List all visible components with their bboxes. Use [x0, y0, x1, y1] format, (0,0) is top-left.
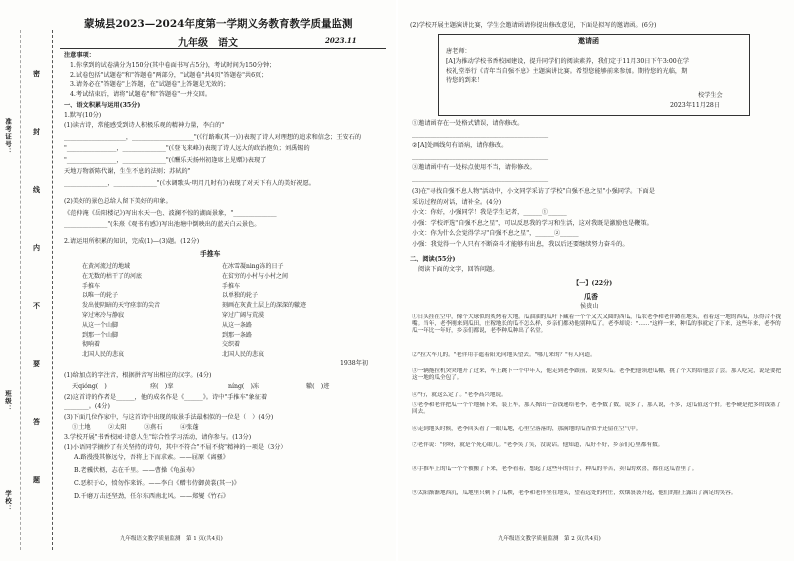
option: ④张蓬 — [180, 424, 199, 431]
invitation-date: 2023年11月28日 — [670, 102, 721, 109]
q1-2-line: 《范仲淹《岳阳楼记》)写出水天一色、波澜不惊的湖面景象，"______________ — [64, 209, 277, 217]
section2-heading: 二、阅读(55分) — [410, 256, 456, 263]
article-title: 瓜香 — [584, 292, 598, 301]
q3-2-item: ____________________________________________ — [412, 131, 549, 138]
option: ②太阳 — [108, 424, 127, 431]
seal-char: 密 — [33, 69, 40, 78]
q2-2b: ________。(4分) — [64, 403, 110, 410]
q3-2-item: ③邀请函中有一处标点使用不当，请你修改。 — [412, 164, 536, 171]
q3-2-item: ____________________________________________ — [412, 153, 549, 160]
poem-line: 到那一个山脚 — [82, 331, 119, 339]
pinyin-item: 痉( )挛 — [150, 383, 174, 390]
article-author: 侯贵山 — [580, 303, 599, 310]
left-footer: 九年级语文教学质量监测 第 1 页(共4页) — [120, 536, 223, 542]
article-paragraph: ⑤老李和老伴把瓜一个个地摘下来，装上车，那人掏出一沓钱递给老李，老李数了数，说多了，那人说，不多，这瓜值这个价。老李硬是把多的钱塞了回去。 — [412, 402, 782, 415]
notice-heading: 注意事项： — [64, 52, 95, 59]
class-label: 班级： — [4, 390, 12, 413]
poem-line: 手推车 — [222, 282, 241, 290]
q1-1-line: "________________，______________"(《酬乐天扬州初逢席上见赠》)表现了 — [64, 156, 267, 164]
q1-2-line: (2)美好的景色总给人留下美好的印象。 — [64, 198, 172, 205]
q3-3-line: 小强：我觉得一个人只有不断奋斗才能够有出息，我以后还要继续努力奋斗的。 — [412, 240, 629, 248]
option: A.路漫漫其修远兮，吾将上下而求索。——屈原《离骚》 — [74, 454, 229, 461]
invitation-title: 邀请函 — [578, 36, 599, 45]
q1-2-line: ______________"(朱熹《观书有感》)写出池塘中倒映出的蓝天白云景色。 — [64, 221, 261, 228]
poem-line: 彻响着 — [82, 341, 101, 349]
q2-heading: 2.请运用所积累的知识，完成(1)—(3)题。(12分) — [64, 238, 200, 245]
notice-item: 2.试卷包括"试题卷"和"答题卷"两部分，"试题卷"共4页"答题卷"共6页； — [70, 71, 268, 79]
q3-3-line: 小文：你好，小强同学！我是学生记者，______①______ — [412, 209, 567, 216]
q1-1-line: 天地万物新陈代谢，生生不息的法则；苏轼的" — [64, 168, 191, 175]
right-page — [398, 0, 794, 561]
school-label: 学校： — [4, 490, 12, 513]
poem-line: 从这一个山脚 — [82, 321, 119, 329]
exam-number-label: 准考证号： — [4, 118, 12, 156]
article-paragraph: ④"行，就这么定了。"老李高兴地说。 — [412, 392, 507, 398]
pinyin-item: 天qióng( ) — [72, 383, 107, 390]
article-paragraph: ⑧手推车上的瓜一个个被搬了下来，老李看着，想起了这些年的日子，种瓜的辛苦，卖瓜的欢喜，都在这瓜香里了。 — [412, 466, 698, 472]
article-paragraph: ⑦老伴说："你呀，就是个死心眼儿。"老李笑了笑，没说话。他知道，瓜好不好，乡亲们心里都有数。 — [412, 442, 664, 448]
q1-1-line: "________________，______________"(《登飞来峰》)表现了诗人远大的政治抱负；刘禹锡的 — [64, 145, 310, 152]
poem-date: 1938年初 — [340, 360, 369, 367]
invitation-signature: 校学生会 — [698, 92, 723, 99]
article-paragraph: ①日头挂在空中，像个大球似的炙烤着大地。瓜油油的瓜叶下藏着一个个又大又圆的西瓜，瓜农老李和老伴蹲在地头，看着这一地的西瓜，乐得合不拢嘴。当年，老李刚来到瓜田，庄稼地长的瓜不怎么样，乡亲们都劝他别种瓜了。老李却说："……"这样一来，种瓜的事就定了下来，这些年来，老李的瓜一年比一年好，乡亲们都说，老李种瓜种出了名堂。 — [412, 314, 782, 334]
notice-item: 3.请务必在"答题卷"上答题，在"试题卷"上答题是无效的； — [70, 81, 230, 88]
seal-char: 要 — [33, 359, 40, 368]
poem-line: 在冰雪凝ning冻的日子 — [222, 263, 284, 270]
seal-char: 题 — [33, 475, 40, 484]
poem-line: 北国人民的悲哀 — [222, 351, 265, 359]
q1-heading: 1.默写(10分) — [64, 112, 102, 119]
seal-char: 线 — [33, 185, 40, 194]
header-rule — [60, 48, 386, 49]
left-page — [0, 0, 396, 561]
option: B.老骥伏枥，志在千里。——曹操《龟虽寿》 — [74, 467, 199, 474]
section1-heading: 一、语文积累与运用(35分) — [64, 102, 141, 109]
q3-2-item: ①邀请函存在一处格式错误，请你修改。 — [412, 120, 524, 127]
article-paragraph: ⑥走到地头时候，老李回头看了一眼瓜地，心里空落落的，那满地的瓜香似乎还留在空气中。 — [412, 426, 642, 432]
q2-2: (2)这首诗的作者是______，他的成名作是《______》。诗中"手推车"象征着 — [64, 394, 268, 401]
binding-cut-line-outer — [20, 30, 21, 550]
q1-1-line: ______________，______________"(《水调歌头·明月几时有》)表现了对天下有人的美好祝愿。 — [64, 179, 315, 187]
notice-item: 4.考试结束后，请将"试题卷"和"答题卷"一并交回。 — [70, 90, 212, 98]
poem-line: 手推车 — [82, 282, 101, 290]
poem-line: 以单独的轮子 — [222, 292, 259, 300]
q3-3-line: 小文：你为什么会觉得学习"自强不息之星"，______②______ — [412, 230, 579, 237]
poem-line: 发出使阴暗的天穹痉挛的尖音 — [82, 302, 161, 310]
binding-cut-line — [52, 30, 53, 550]
seal-char: 封 — [33, 127, 40, 136]
poem-title: 手推车 — [200, 250, 221, 258]
option: ③燕石 — [144, 424, 163, 431]
poem-line: 从这一条路 — [222, 321, 253, 329]
option: D.千磨万击还坚劲，任尔东西南北风。——郑燮《竹石》 — [74, 493, 230, 500]
poem-line: 在贫穷的小村与小村之间 — [222, 272, 289, 280]
invitation-salutation: 唐老师： — [446, 48, 471, 55]
poem-line: 北国人民的悲哀 — [82, 351, 125, 359]
part1-heading: 【一】(22分) — [573, 280, 613, 287]
q3-heading: 3.学校开展"书香校园·诗意人生"综合性学习活动，请你参与。(13分) — [64, 434, 252, 441]
right-footer: 九年级语文教学质量监测 第 2 页(共4页) — [498, 536, 601, 542]
q3-3-line: 采访过程的对话，请补全。(4分) — [412, 198, 502, 206]
poem-line: 到那一条路 — [222, 331, 253, 339]
grade-subject: 九年级 语文 — [178, 38, 238, 49]
exam-title: 蒙城县2023—2024年度第一学期义务教育教学质量监测 — [84, 18, 353, 30]
pinyin-item: níng( )冻 — [228, 383, 260, 390]
article-paragraph: ⑨太阳渐渐地西沉，瓜地里只剩下了瓜秧，老李和老伴坐在地头，望着远处的村庄，炊烟袅袅升起，他们的脸上露出了满足的笑容。 — [412, 490, 737, 496]
q2-1: (1)给加点的字注音，根据拼音写出相应的汉字。(4分) — [64, 372, 212, 379]
poem-line: 在黄河流过的地域 — [82, 263, 131, 270]
reading-intro: 阅读下面的文字，回答问题。 — [418, 266, 499, 273]
q3-3-line: (3)在"寻找自强不息人物"活动中，小文同学采访了学校"自强不息之星"小强同学。下面是 — [412, 188, 655, 195]
q2-3: (3)下面几位作家中，与这首诗中出现的取景手法最相似的一位是（ ）(4分) — [64, 414, 274, 421]
q3-2: (2)学校开展主题演讲比赛，学生会邀请函请你提出修改意见，下面是拟写的邀请函。(6分) — [410, 22, 657, 29]
q1-1-line: (1)读古诗，常能感受到诗人积极乐观的精神力量，李白的" — [64, 122, 225, 129]
q1-1-line: ____________________，____________________"(《行路难(其一)》)表现了诗人对理想的追求和信念；王安石的 — [64, 133, 362, 141]
seal-char: 内 — [33, 243, 40, 252]
pinyin-item: 辙( )迹 — [306, 383, 330, 390]
q3-2-item: ____________________________________________ — [412, 175, 549, 182]
invitation-line: 校礼堂举行《青年当自强不息》主题演讲比赛。希望您能够前来参加。期待您的光临，期 — [446, 67, 688, 75]
poem-line: 刻画在灰黄土层上的深深的辙迹 — [222, 302, 307, 310]
seal-char: 答 — [33, 417, 40, 426]
poem-line: 交织着 — [222, 341, 241, 349]
poem-line: 在无数的枯干了的河底 — [82, 272, 143, 280]
invitation-line: 待您的到来！ — [446, 77, 484, 84]
q3-2-item: ②[A]处画线句有语病，请你修改。 — [412, 142, 508, 149]
q3-3-line: 小强：学校评选"自强不息之星"，可以反思我的学习和生活，这对我既是激励也是鞭策。 — [412, 219, 653, 227]
poem-line: 穿过寒冷与静寂 — [82, 312, 125, 319]
poem-line: 穿过广阔与荒漠 — [222, 312, 265, 319]
option: C.恶积于心，愤勿作来诉。——李白《赠韦侍御黄裳(其一)》 — [74, 480, 240, 487]
notice-item: 1.你拿到的试卷满分为150分(其中卷面书写占5分)，考试时间为150分钟； — [70, 62, 276, 69]
article-paragraph: ②"拉大车儿的。"老伴用手遮着阳光向地头望去。"哪儿来的？"有人问道。 — [412, 352, 596, 358]
option: ①土地 — [72, 424, 91, 431]
article-paragraph: ③一辆拖拉机突突地开了过来，车上跳下一个中年人，他走到老李跟前，说要买瓜。老李把他领进瓜棚，挑了个大的给他尝了尝。那人吃完，说是要把这一地的瓜全包了。 — [412, 368, 782, 381]
poem-line: 以唯一的轮子 — [82, 292, 119, 300]
seal-char: 不 — [33, 301, 40, 310]
invitation-line: [A]为推动学校书香校园建设，提升同学们的阅读素养，我们定于11月30日下午3:00在学 — [446, 58, 690, 65]
q3-1: (1)小语同学摘抄了有关坚持的诗句，其中不符合"不屈不挠"精神的一项是（3分） — [64, 444, 287, 451]
exam-date: 2023.11 — [325, 36, 357, 45]
